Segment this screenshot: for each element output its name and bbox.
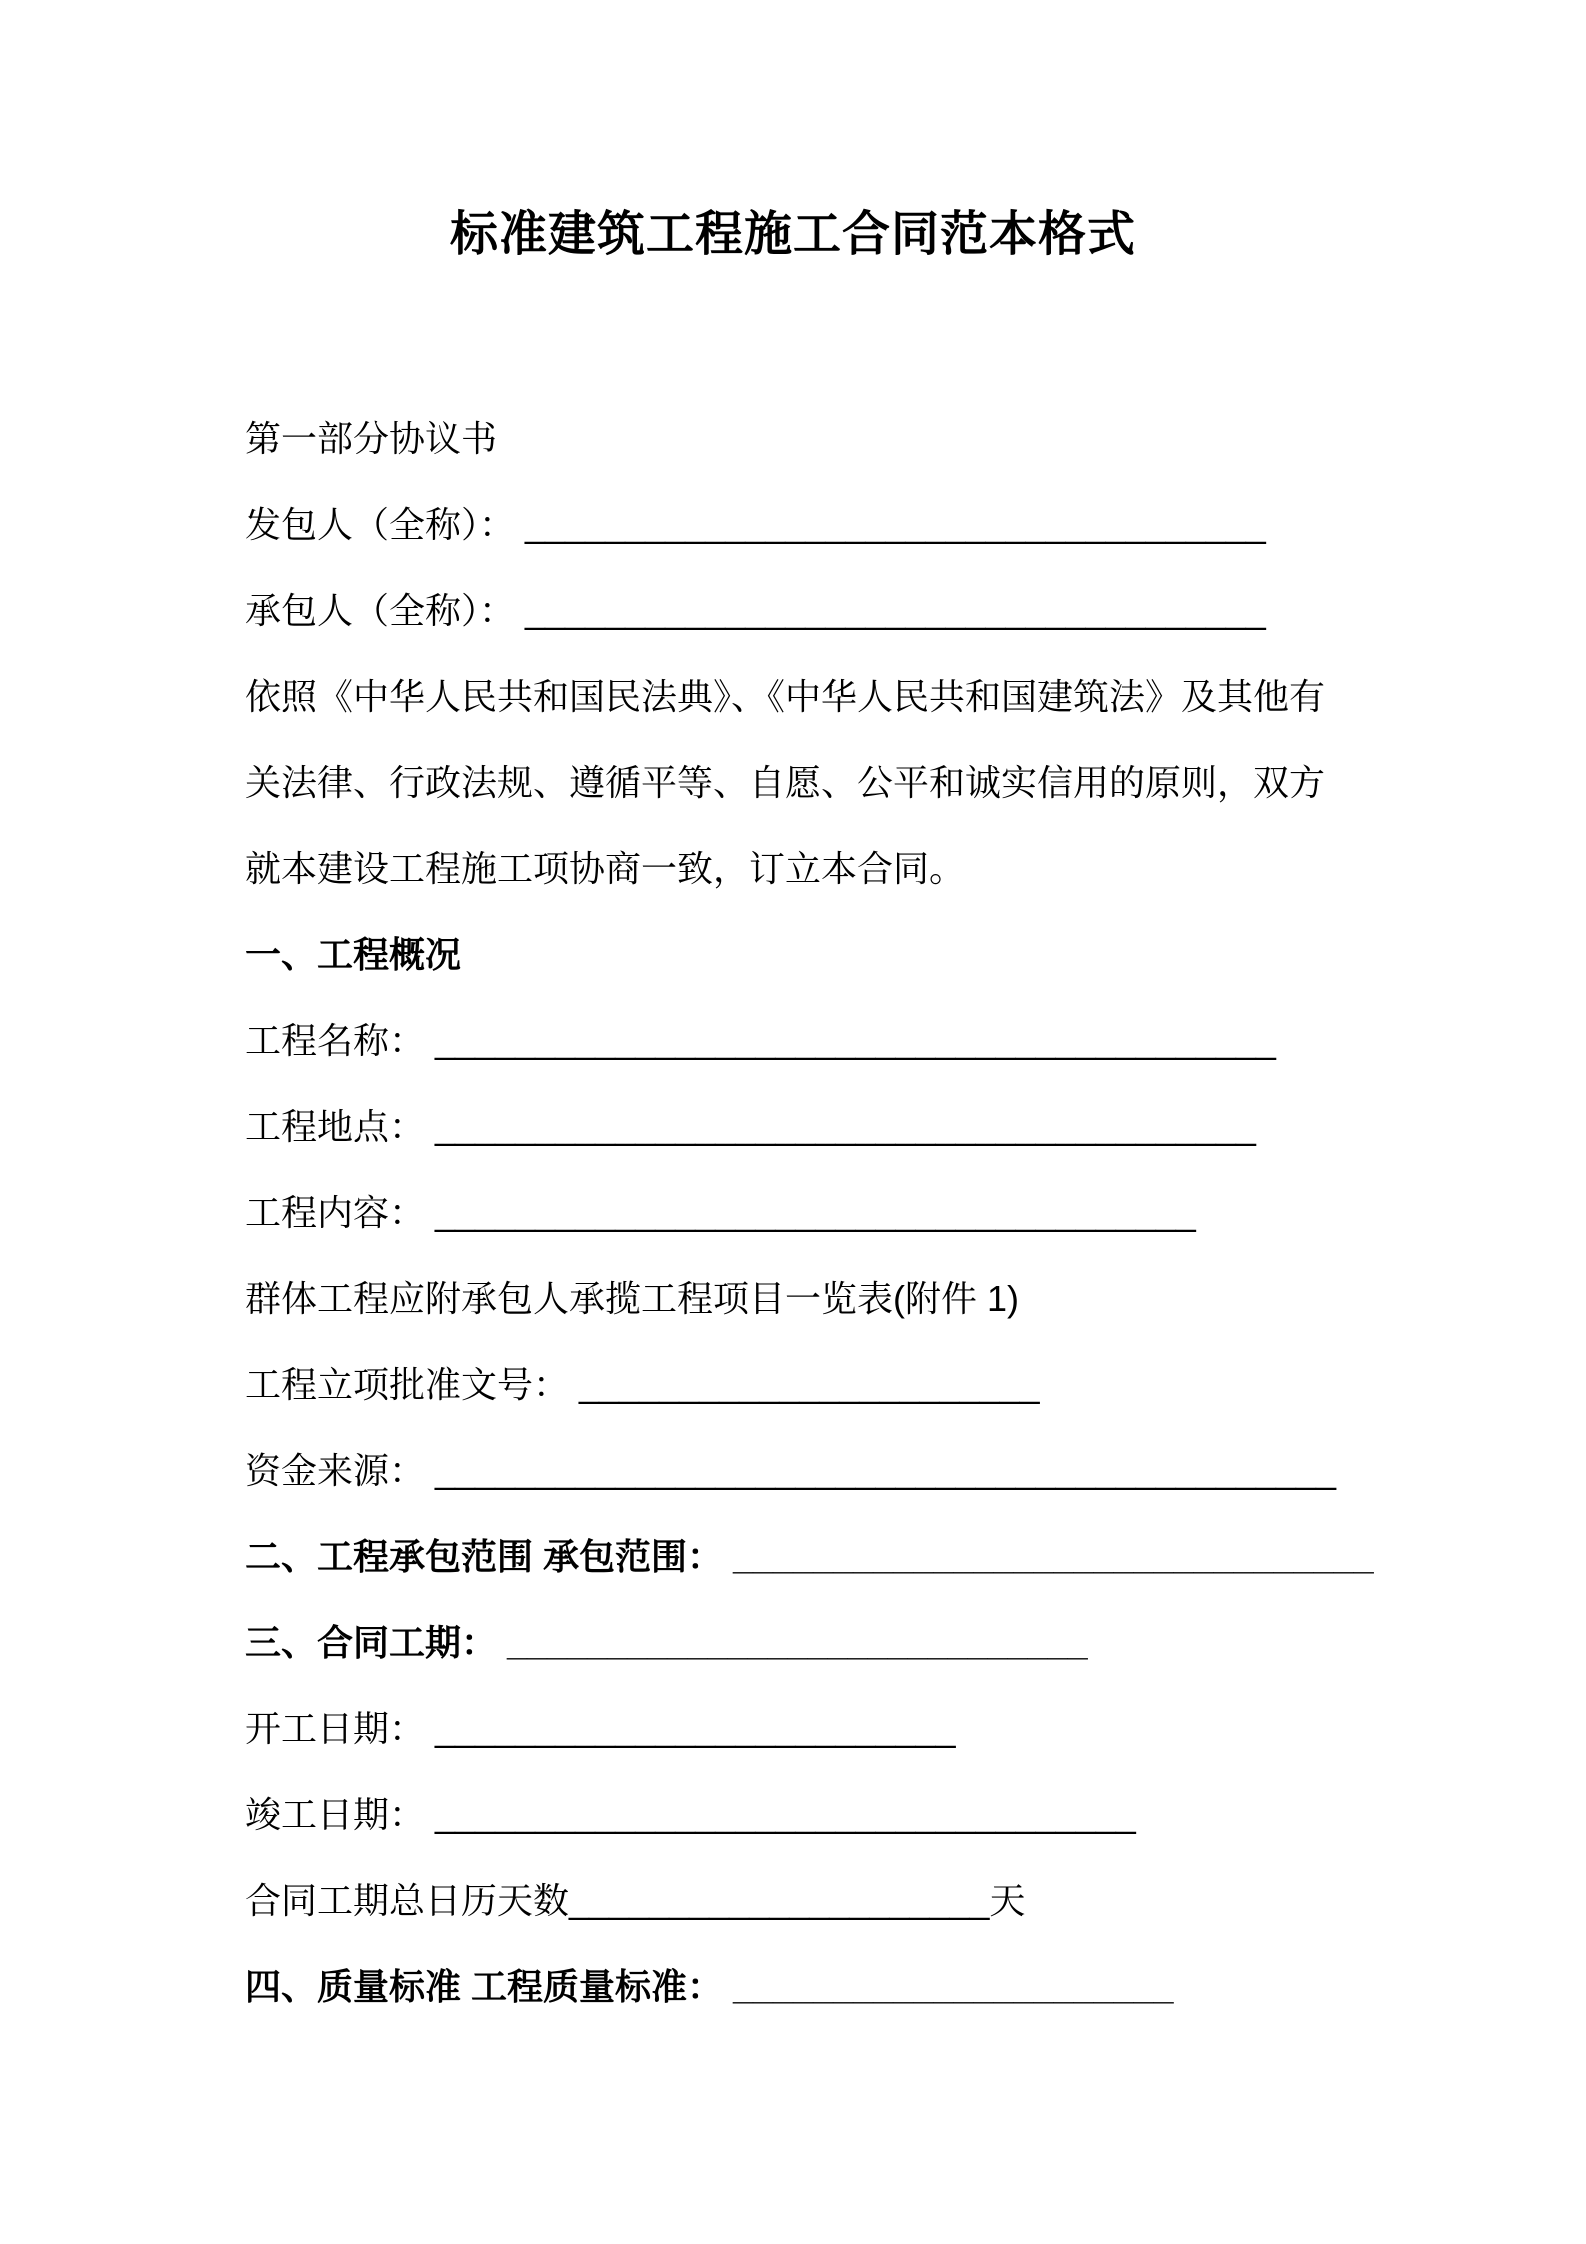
section-2-heading: 二、工程承包范围 承包范围： ________________________________	[245, 1536, 1374, 1577]
paragraph-line-1: 依照《中华人民共和国民法典》、《中华人民共和国建筑法》及其他有	[245, 676, 1326, 717]
field-line-start-date: 开工日期： __________________________	[245, 1708, 956, 1749]
part-heading: 第一部分协议书	[245, 418, 498, 459]
note-group-project: 群体工程应附承包人承揽工程项目一览表(附件 1)	[245, 1278, 1020, 1319]
field-line-project-content: 工程内容： ______________________________________	[245, 1192, 1196, 1233]
paragraph-line-2: 关法律、行政法规、遵循平等、自愿、公平和诚实信用的原则，双方	[245, 762, 1326, 803]
field-line-approval-number: 工程立项批准文号： _______________________	[245, 1364, 1040, 1405]
field-line-completion-date: 竣工日期： ___________________________________	[245, 1794, 1136, 1835]
field-line-project-name: 工程名称： __________________________________________	[245, 1020, 1276, 1061]
field-line-project-location: 工程地点： _________________________________________	[245, 1106, 1256, 1147]
paragraph-line-3: 就本建设工程施工项协商一致，订立本合同。	[245, 848, 966, 889]
field-line-total-days: 合同工期总日历天数_____________________天	[245, 1880, 1026, 1921]
section-4-heading: 四、质量标准 工程质量标准： ______________________	[245, 1966, 1174, 2007]
document-title: 标准建筑工程施工合同范本格式	[449, 208, 1136, 261]
document-body	[245, 396, 1425, 2030]
field-line-funding-source: 资金来源： _____________________________________________	[245, 1450, 1336, 1491]
field-line-contractor: 承包人（全称）： _____________________________________	[245, 590, 1266, 631]
section-1-heading: 一、工程概况	[245, 934, 462, 975]
field-line-employer: 发包人（全称）： _____________________________________	[245, 504, 1266, 545]
section-3-heading: 三、合同工期： _____________________________	[245, 1622, 1088, 1663]
